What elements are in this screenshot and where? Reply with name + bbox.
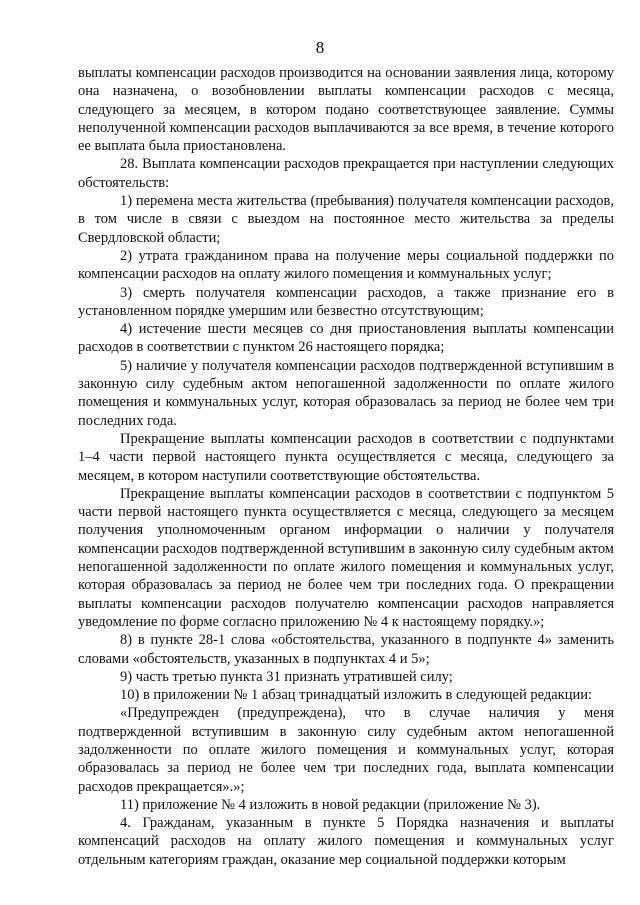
paragraph: 1) перемена места жительства (пребывания) получателя компенсации расходов, в том числе в связи с выездом на постоянное место жительства за пределы Свердловской области; <box>78 193 614 246</box>
paragraph: 9) часть третью пункта 31 признать утратившей силу; <box>120 668 453 685</box>
paragraph: 11) приложение № 4 изложить в новой редакции (приложение № 3). <box>120 796 541 813</box>
paragraph: 4. Гражданам, указанным в пункте 5 Порядка назначения и выплаты компенсаций расходов на оплату жилого помещения и коммунальных услуг отдельным категориям граждан, оказание мер социальной поддержки которым <box>78 815 614 868</box>
document-body <box>78 64 614 869</box>
paragraph: 8) в пункте 28-1 слова «обстоятельства, указанного в подпункте 4» заменить словами «обстоятельств, указанных в подпунктах 4 и 5»; <box>78 632 614 667</box>
paragraph: 3) смерть получателя компенсации расходов, а также признание его в установленном порядке умершим или безвестно отсутствующим; <box>78 284 614 319</box>
paragraph: 28. Выплата компенсации расходов прекращается при наступлении следующих обстоятельств: <box>78 156 614 191</box>
paragraph: 10) в приложении № 1 абзац тринадцатый изложить в следующей редакции: <box>120 687 593 704</box>
paragraph: 5) наличие у получателя компенсации расходов подтвержденной вступившим в законную силу судебным актом непогашенной задолженности по оплате жилого помещения и коммунальных услуг, которая образовалась за период не более чем три последних года. <box>78 357 614 429</box>
paragraph: «Предупрежден (предупреждена), что в случае наличия у меня подтвержденной вступившим в законную силу судебным актом непогашенной задолженности по оплате жилого помещения и коммунальных услуг, которая образовалась за период не более чем три последних года, выплата компенсации расходов прекращается».»; <box>78 705 614 795</box>
page-number: 8 <box>315 38 325 57</box>
paragraph: Прекращение выплаты компенсации расходов в соответствии с подпунктами 1–4 части первой настоящего пункта осуществляется с месяца, следующего за месяцем, в котором наступили соответствующие обстоятельства. <box>78 430 614 484</box>
paragraph: Прекращение выплаты компенсации расходов в соответствии с подпунктом 5 части первой настоящего пункта осуществляется с месяца, следующего за месяцем получения уполномоченным органом информации о наличии у получателя компенсации расходов подтвержденной вступившим в законную силу судебным актом непогашенной задолженности по оплате жилого помещения и коммунальных услуг, которая образовалась за период не более чем три последних года. О прекращении выплаты компенсации расходов получателю компенсации расходов направляется уведомление по форме согласно приложению № 4 к настоящему порядку.»; <box>78 485 614 630</box>
paragraph: 2) утрата гражданином права на получение меры социальной поддержки по компенсации расходов на оплату жилого помещения и коммунальных услуг; <box>78 247 614 283</box>
paragraph: 4) истечение шести месяцев со дня приостановления выплаты компенсации расходов в соответствии с пунктом 26 настоящего порядка; <box>78 321 614 356</box>
paragraph: выплаты компенсации расходов производится на основании заявления лица, которому она назначена, о возобновлении выплаты компенсации расходов с месяца, следующего за месяцем, в котором подано соответствующее заявление. Суммы неполученной компенсации расходов выплачиваются за все время, в течение которого ее выплата была приостановлена. <box>78 65 614 155</box>
